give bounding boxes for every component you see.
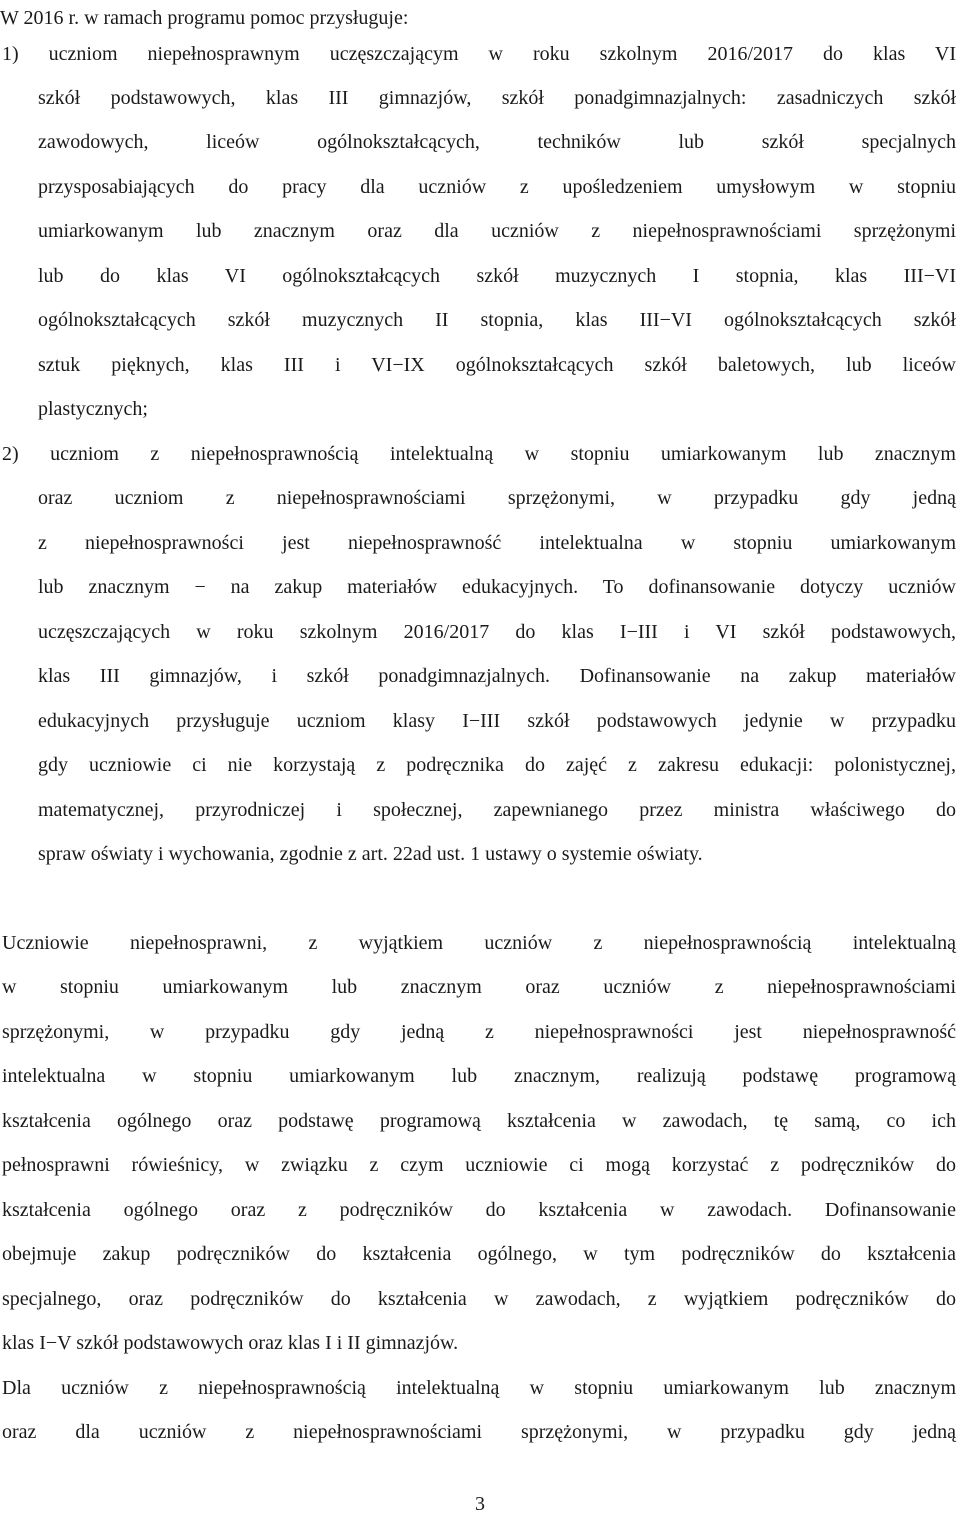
item2-line: uczęszczających w roku szkolnym 2016/2017 do klas I−III i VI szkół podstawowych,	[38, 621, 956, 643]
item1-line: lub do klas VI ogólnokształcących szkół muzycznych I stopnia, klas III−VI	[38, 265, 956, 287]
item1-line: plastycznych;	[38, 398, 148, 420]
item2-line: matematycznej, przyrodniczej i społecznej, zapewnianego przez ministra właściwego do	[38, 799, 956, 821]
item1-line: umiarkowanym lub znacznym oraz dla uczniów z niepełnosprawnościami sprzężonymi	[38, 220, 956, 242]
item2-line: gdy uczniowie ci nie korzystają z podręcznika do zajęć z zakresu edukacji: polonistycznej,	[38, 754, 956, 776]
item2-line: spraw oświaty i wychowania, zgodnie z art. 22ad ust. 1 ustawy o systemie oświaty.	[38, 843, 703, 865]
item1-line: 1) uczniom niepełnosprawnym uczęszczającym w roku szkolnym 2016/2017 do klas VI	[2, 43, 956, 65]
item1-line: sztuk pięknych, klas III i VI−IX ogólnokształcących szkół baletowych, lub liceów	[38, 354, 956, 376]
paragraph-line: kształcenia ogólnego oraz podstawę programową kształcenia w zawodach, tę samą, co ich	[2, 1110, 956, 1132]
paragraph-line: Dla uczniów z niepełnosprawnością intelektualną w stopniu umiarkowanym lub znacznym	[2, 1377, 956, 1399]
item1-line: przysposabiających do pracy dla uczniów z upośledzeniem umysłowym w stopniu	[38, 176, 956, 198]
paragraph-line: pełnosprawni rówieśnicy, w związku z czym uczniowie ci mogą korzystać z podręczników do	[2, 1154, 956, 1176]
paragraph-line: obejmuje zakup podręczników do kształcenia ogólnego, w tym podręczników do kształcenia	[2, 1243, 956, 1265]
item2-line: edukacyjnych przysługuje uczniom klasy I−III szkół podstawowych jedynie w przypadku	[38, 710, 956, 732]
paragraph-line: w stopniu umiarkowanym lub znacznym oraz uczniów z niepełnosprawnościami	[2, 976, 956, 998]
item2-line: z niepełnosprawności jest niepełnosprawność intelektualna w stopniu umiarkowanym	[38, 532, 956, 554]
paragraph-line: intelektualna w stopniu umiarkowanym lub znacznym, realizują podstawę programową	[2, 1065, 956, 1087]
paragraph-line: kształcenia ogólnego oraz z podręczników do kształcenia w zawodach. Dofinansowanie	[2, 1199, 956, 1221]
item1-line: zawodowych, liceów ogólnokształcących, techników lub szkół specjalnych	[38, 131, 956, 153]
paragraph-line: oraz dla uczniów z niepełnosprawnościami sprzężonymi, w przypadku gdy jedną	[2, 1421, 956, 1443]
intro-line: W 2016 r. w ramach programu pomoc przysługuje:	[0, 7, 409, 29]
item2-line: oraz uczniom z niepełnosprawnościami sprzężonymi, w przypadku gdy jedną	[38, 487, 956, 509]
paragraph-line: sprzężonymi, w przypadku gdy jedną z niepełnosprawności jest niepełnosprawność	[2, 1021, 956, 1043]
item1-line: ogólnokształcących szkół muzycznych II stopnia, klas III−VI ogólnokształcących szkół	[38, 309, 956, 331]
item2-line: lub znacznym − na zakup materiałów edukacyjnych. To dofinansowanie dotyczy uczniów	[38, 576, 956, 598]
item2-line: 2) uczniom z niepełnosprawnością intelektualną w stopniu umiarkowanym lub znacznym	[2, 443, 956, 465]
item2-line: klas III gimnazjów, i szkół ponadgimnazjalnych. Dofinansowanie na zakup materiałów	[38, 665, 956, 687]
paragraph-line: specjalnego, oraz podręczników do kształcenia w zawodach, z wyjątkiem podręczników do	[2, 1288, 956, 1310]
paragraph-line: klas I−V szkół podstawowych oraz klas I i II gimnazjów.	[2, 1332, 459, 1354]
page-number: 3	[475, 1493, 485, 1515]
item1-line: szkół podstawowych, klas III gimnazjów, szkół ponadgimnazjalnych: zasadniczych szkół	[38, 87, 956, 109]
paragraph-line: Uczniowie niepełnosprawni, z wyjątkiem uczniów z niepełnosprawnością intelektualną	[2, 932, 956, 954]
